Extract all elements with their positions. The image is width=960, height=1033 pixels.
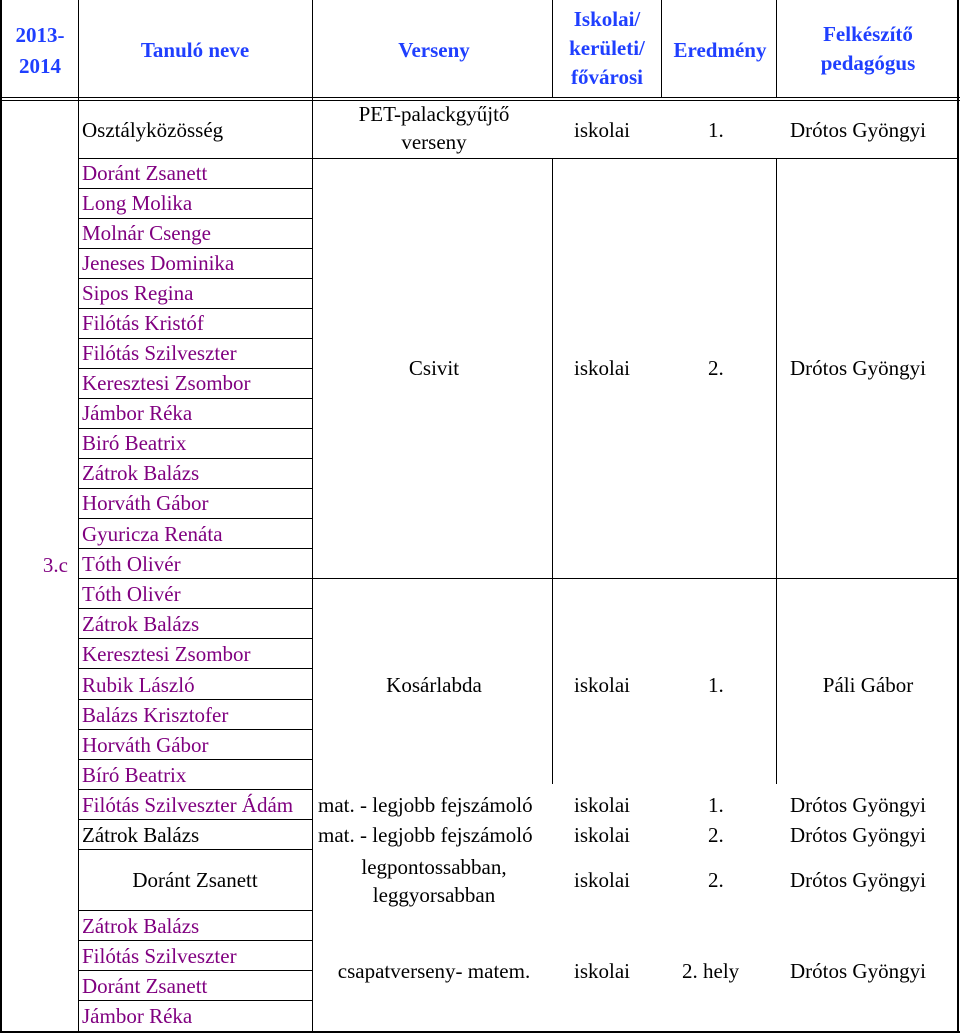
student-name: Tóth Olivér xyxy=(82,582,181,606)
teacher-name: Páli Gábor xyxy=(822,673,914,697)
student-name: Zátrok Balázs xyxy=(82,461,200,485)
result-value: 1. xyxy=(708,118,724,142)
result-value: 2. xyxy=(708,356,724,380)
teacher-name: Drótos Gyöngyi xyxy=(790,868,926,892)
student-name: Jeneses Dominika xyxy=(82,251,235,275)
header-student-name: Tanuló neve xyxy=(140,38,250,62)
teacher-name: Drótos Gyöngyi xyxy=(790,959,926,983)
student-name: Gyuricza Renáta xyxy=(82,522,223,546)
student-name: Zátrok Balázs xyxy=(82,823,200,847)
student-name: Bíró Beatrix xyxy=(82,763,187,787)
student-name: Molnár Csenge xyxy=(82,221,211,245)
result-value: 1. xyxy=(708,673,724,697)
student-name: Biró Beatrix xyxy=(82,431,187,455)
competition-name: legpontossabban, leggyorsabban xyxy=(361,855,507,907)
level-value: iskolai xyxy=(574,673,630,697)
result-value: 1. xyxy=(708,793,724,817)
student-name: Filótás Szilveszter xyxy=(82,944,237,968)
result-value: 2. hely xyxy=(682,959,740,983)
result-value: 2. xyxy=(708,868,724,892)
student-name: Filótás Szilveszter Ádám xyxy=(82,793,294,817)
student-name: Filótás Kristóf xyxy=(82,311,204,335)
student-name: Zátrok Balázs xyxy=(82,612,200,636)
class-label: 3.c xyxy=(42,553,68,577)
competition-name: Kosárlabda xyxy=(386,673,482,697)
teacher-name: Drótos Gyöngyi xyxy=(790,793,926,817)
student-name: Doránt Zsanett xyxy=(82,974,208,998)
student-name: Balázs Krisztofer xyxy=(82,703,229,727)
level-value: iskolai xyxy=(574,118,630,142)
student-name: Long Molika xyxy=(82,191,193,215)
teacher-name: Drótos Gyöngyi xyxy=(790,356,926,380)
student-name: Jámbor Réka xyxy=(82,1004,193,1028)
level-value: iskolai xyxy=(574,823,630,847)
level-value: iskolai xyxy=(574,959,630,983)
student-name: Jámbor Réka xyxy=(82,401,193,425)
level-value: iskolai xyxy=(574,868,630,892)
student-name: Sipos Regina xyxy=(82,281,194,305)
student-name: Keresztesi Zsombor xyxy=(82,371,251,395)
header-result: Eredmény xyxy=(673,38,767,62)
student-name: Keresztesi Zsombor xyxy=(82,642,251,666)
header-teacher: Felkészítő pedagógus xyxy=(820,22,916,75)
competition-name: mat. - legjobb fejszámoló xyxy=(318,823,533,847)
student-name: Horváth Gábor xyxy=(82,733,209,757)
competition-name: csapatverseny- matem. xyxy=(337,959,531,983)
student-name: Zátrok Balázs xyxy=(82,914,200,938)
student-name: Horváth Gábor xyxy=(82,491,209,515)
student-name: Doránt Zsanett xyxy=(132,868,258,892)
student-name: Osztályközösség xyxy=(82,118,224,142)
level-value: iskolai xyxy=(574,356,630,380)
student-name: Tóth Olivér xyxy=(82,552,181,576)
result-value: 2. xyxy=(708,823,724,847)
teacher-name: Drótos Gyöngyi xyxy=(790,118,926,142)
header-competition: Verseny xyxy=(398,38,470,62)
header-level: Iskolai/ kerületi/ fővárosi xyxy=(569,7,645,89)
header-year: 2013- 2014 xyxy=(15,23,65,78)
student-name: Doránt Zsanett xyxy=(82,161,208,185)
teacher-name: Drótos Gyöngyi xyxy=(790,823,926,847)
level-value: iskolai xyxy=(574,793,630,817)
student-name: Filótás Szilveszter xyxy=(82,341,237,365)
competition-name: Csivit xyxy=(408,356,460,380)
student-name: Rubik László xyxy=(82,673,195,697)
competition-name: PET-palackgyűjtő verseny xyxy=(358,102,510,154)
competition-name: mat. - legjobb fejszámoló xyxy=(318,793,533,817)
